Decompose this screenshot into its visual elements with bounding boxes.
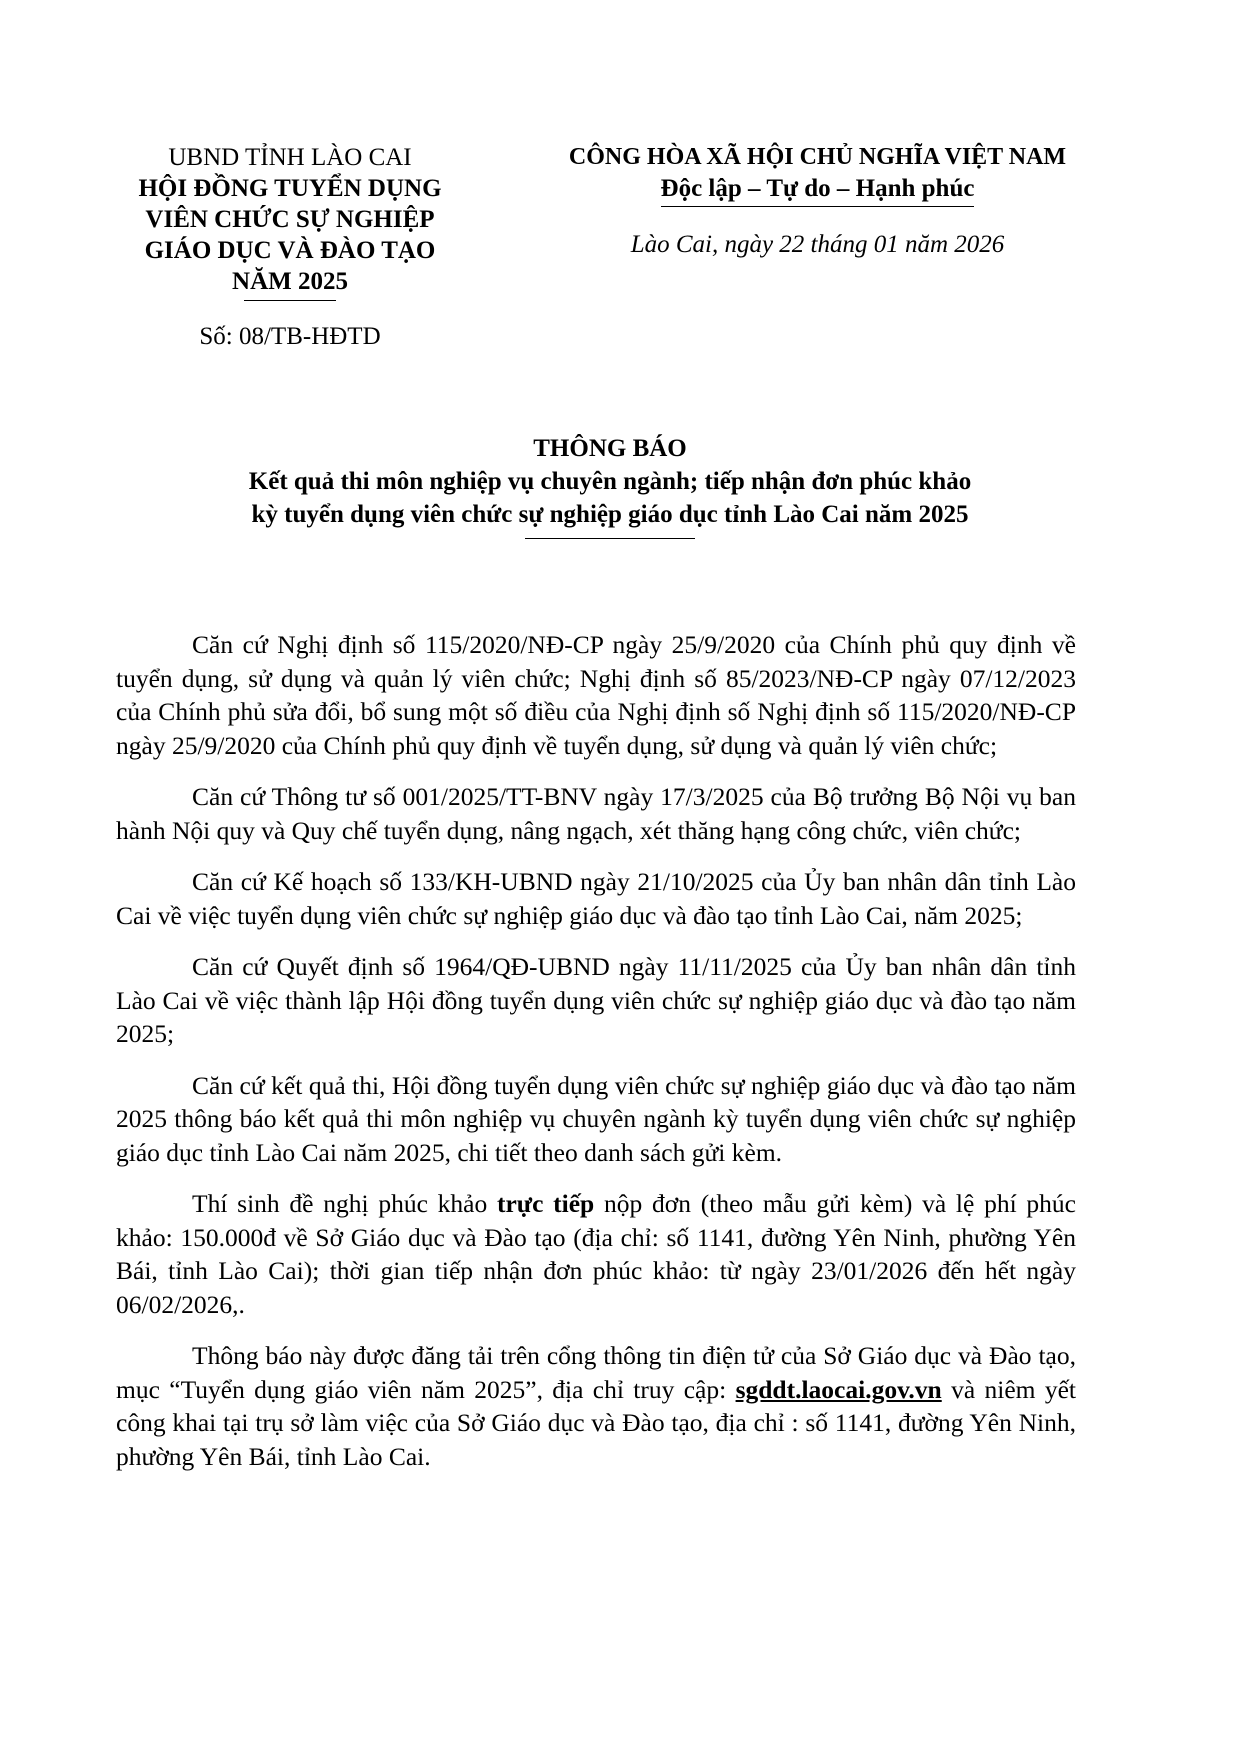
national-motto: Độc lập – Tự do – Hạnh phúc: [661, 173, 975, 207]
paragraph-legal-basis-2: Căn cứ Thông tư số 001/2025/TT-BNV ngày 17/3/2025 của Bộ trưởng Bộ Nội vụ ban hành Nội quy và Quy chế tuyển dụng, nâng ngạch, xét thăng hạng công chức, viên chức;: [116, 782, 1076, 845]
document-subtitle-line-2: kỳ tuyển dụng viên chức sự nghiệp giáo dục tỉnh Lào Cai năm 2025: [251, 501, 969, 528]
appeal-text-end: nộp đơn (theo mẫu gửi kèm) và lệ phí phúc khảo: 150.000đ về Sở Giáo dục và Đào tạo (địa chỉ: số 1141, đường Yên Ninh, phường Yên Bái, tỉnh Lào Cai); thời gian tiếp nhận đơn phúc khảo: từ ngày 23/01/2026 đến hết ngày 06/02/2026,.: [116, 1189, 1076, 1319]
council-name-line-1: HỘI ĐỒNG TUYỂN DỤNG: [138, 175, 442, 202]
appeal-in-person-emphasis: trực tiếp: [496, 1189, 595, 1218]
council-name-line-3: GIÁO DỤC VÀ ĐÀO TẠO: [144, 237, 436, 264]
council-name-line-2: VIÊN CHỨC SỰ NGHIỆP: [145, 206, 435, 233]
paragraph-results: Căn cứ kết quả thi, Hội đồng tuyển dụng viên chức sự nghiệp giáo dục và đào tạo năm 2025 thông báo kết quả thi môn nghiệp vụ chuyên ngành kỳ tuyển dụng viên chức sự nghiệp giáo dục tỉnh Lào Cai năm 2025, chi tiết theo danh sách gửi kèm.: [116, 1070, 1076, 1167]
paragraph-publication: [116, 1339, 1076, 1473]
national-title: CÔNG HÒA XÃ HỘI CHỦ NGHĨA VIỆT NAM: [568, 144, 1067, 170]
document-body: [116, 628, 1076, 1491]
publication-text-start: Thông báo này được đăng tải trên cổng thông tin điện tử của Sở Giáo dục và Đào tạo, mục “Tuyển dụng giáo viên năm 2025”, địa chỉ truy cập:: [116, 1341, 1076, 1404]
document-subtitle-line-1: Kết quả thi môn nghiệp vụ chuyên ngành; tiếp nhận đơn phúc khảo: [248, 468, 972, 495]
paragraph-legal-basis-4: Căn cứ Quyết định số 1964/QĐ-UBND ngày 11/11/2025 của Ủy ban nhân dân tỉnh Lào Cai về việc thành lập Hội đồng tuyển dụng viên chức sự nghiệp giáo dục và đào tạo năm 2025;: [116, 952, 1076, 1048]
document-number: Số: 08/TB-HĐTD: [199, 323, 381, 350]
paragraph-legal-basis-1: Căn cứ Nghị định số 115/2020/NĐ-CP ngày 25/9/2020 của Chính phủ quy định về tuyển dụng, sử dụng và quản lý viên chức; Nghị định số 85/2023/NĐ-CP ngày 07/12/2023 của Chính phủ sửa đổi, bổ sung một số điều của Nghị định số Nghị định số 115/2020/NĐ-CP ngày 25/9/2020 của Chính phủ quy định về tuyển dụng, sử dụng và quản lý viên chức;: [116, 630, 1076, 760]
place-and-date: Lào Cai, ngày 22 tháng 01 năm 2026: [630, 231, 1005, 258]
appeal-text-start: Thí sinh đề nghị phúc khảo: [192, 1189, 497, 1218]
council-name-line-4: NĂM 2025: [232, 268, 348, 295]
document-title-block: [110, 432, 1110, 539]
authority-divider: [244, 300, 336, 301]
publication-text-end: và niêm yết công khai tại trụ sở làm việc của Sở Giáo dục và Đào tạo, địa chỉ : số 1141, đường Yên Ninh, phường Yên Bái, tỉnh Lào Cai.: [116, 1374, 1076, 1471]
paragraph-legal-basis-3: Căn cứ Kế hoạch số 133/KH-UBND ngày 21/10/2025 của Ủy ban nhân dân tỉnh Lào Cai về việc tuyển dụng viên chức sự nghiệp giáo dục và đào tạo tỉnh Lào Cai, năm 2025;: [116, 867, 1076, 930]
national-heading-block: [520, 142, 1115, 260]
document-header: [110, 142, 1110, 382]
paragraph-appeal-instructions: [116, 1187, 1076, 1321]
agency-name: UBND TỈNH LÀO CAI: [168, 144, 412, 171]
document-heading: THÔNG BÁO: [533, 435, 687, 462]
website-link[interactable]: sgddt.laocai.gov.vn: [735, 1374, 942, 1404]
issuing-authority-block: [110, 142, 470, 352]
title-divider: [525, 538, 695, 539]
